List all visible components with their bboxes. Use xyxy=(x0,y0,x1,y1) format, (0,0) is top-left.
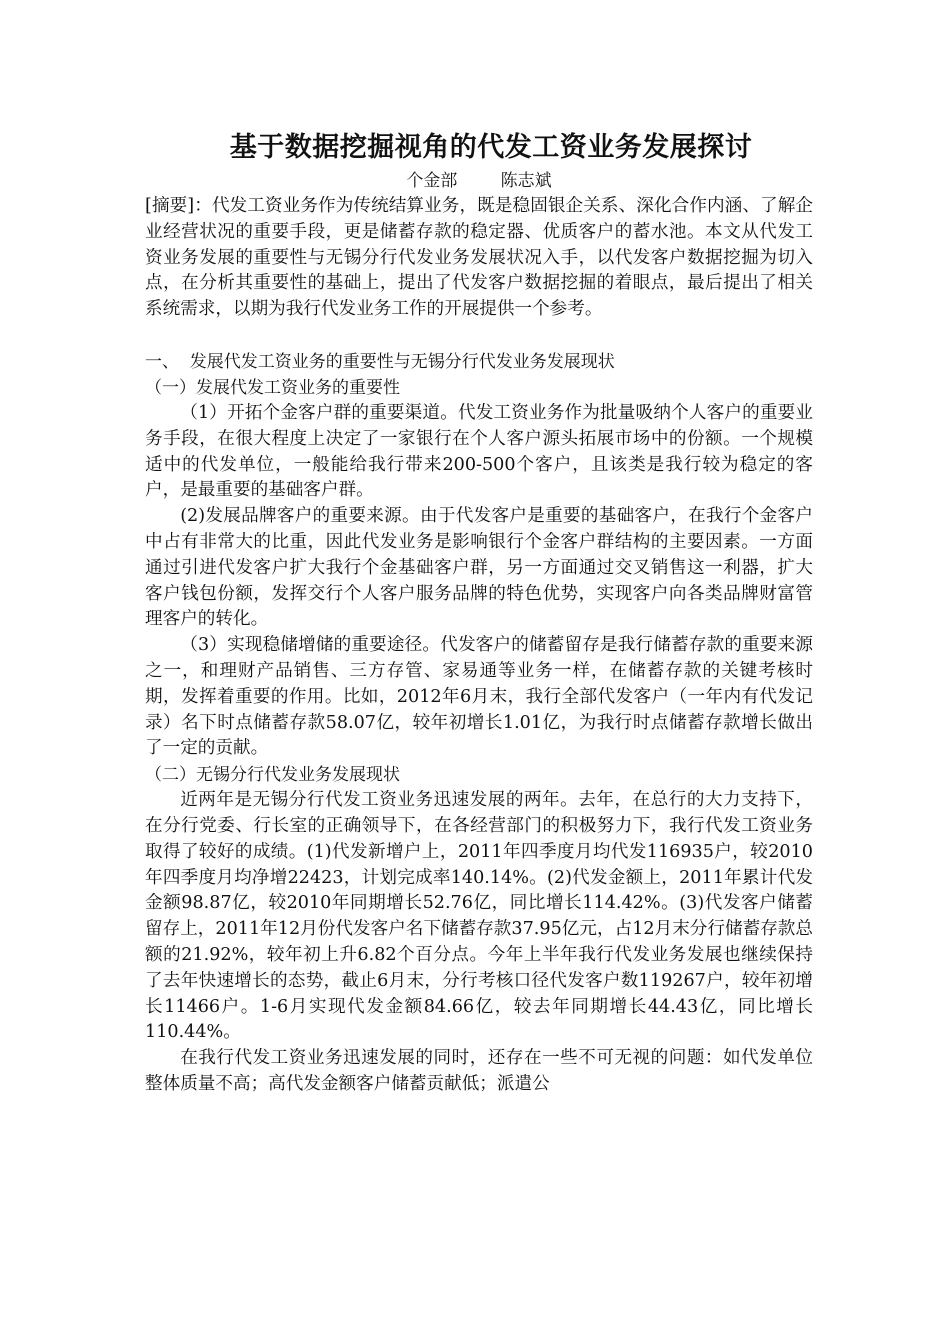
abstract-paragraph: [摘要]：代发工资业务作为传统结算业务，既是稳固银企关系、深化合作内涵、了解企业经营状况的重要手段，更是储蓄存款的稳定器、优质客户的蓄水池。本文从代发工资业务发展的重要性与无锡分行代发业务发展状况入手，以代发客户数据挖掘为切入点，在分析其重要性的基础上，提出了代发客户数据挖掘的着眼点，最后提出了相关系统需求，以期为我行代发业务工作的开展提供一个参考。 xyxy=(145,196,813,320)
section-1-heading: 一、 发展代发工资业务的重要性与无锡分行代发业务发展现状 xyxy=(145,351,615,372)
body-paragraph: （1）开拓个金客户群的重要渠道。代发工资业务作为批量吸纳个人客户的重要业务手段，在很大程度上决定了一家银行在个人客户源头拓展市场中的份额。一个规模适中的代发单位，一般能给我行带来200-500个客户，且该类是我行较为稳定的客户，是最重要的基础客户群。 xyxy=(145,402,813,501)
section-spacer xyxy=(145,323,813,349)
document-title: 基于数据挖掘视角的代发工资业务发展探讨 xyxy=(229,132,753,163)
subsection-2-heading: （二）无锡分行代发业务发展现状 xyxy=(145,765,400,786)
subsection-1-heading: （一）发展代发工资业务的重要性 xyxy=(145,377,400,398)
body-paragraph: （3）实现稳储增储的重要途径。代发客户的储蓄留存是我行储蓄存款的重要来源之一，和理财产品销售、三方存管、家易通等业务一样，在储蓄存款的关键考核时期，发挥着重要的作用。比如，2012年6月末，我行全部代发客户（一年内有代发记录）名下时点储蓄存款58.07亿，较年初增长1.01亿，为我行时点储蓄存款增长做出了一定的贡献。 xyxy=(145,635,813,759)
body-paragraph: (2)发展品牌客户的重要来源。由于代发客户是重要的基础客户，在我行个金客户中占有非常大的比重，因此代发业务是影响银行个金客户群结构的主要因素。一方面通过引进代发客户扩大我行个金基础客户群，另一方面通过交叉销售这一利器，扩大客户钱包份额，发挥交行个人客户服务品牌的特色优势，实现客户向各类品牌财富管理客户的转化。 xyxy=(145,506,813,630)
author-line: 个金部 陈志斌 xyxy=(406,171,552,191)
document-page xyxy=(145,128,813,1098)
body-paragraph: 近两年是无锡分行代发工资业务迅速发展的两年。去年，在总行的大力支持下，在分行党委、行长室的正确领导下，在各经营部门的积极努力下，我行代发工资业务取得了较好的成绩。(1)代发新增户上，2011年四季度月均代发116935户，较2010年四季度月均净增22423，计划完成率140.14%。(2)代发金额上，2011年累计代发金额98.87亿，较2010年同期增长52.76亿，同比增长114.42%。(3)代发客户储蓄留存上，2011年12月份代发客户名下储蓄存款37.95亿元，占12月末分行储蓄存款总额的21.92%，较年初上升6.82个百分点。今年上半年我行代发业务发展也继续保持了去年快速增长的态势，截止6月末，分行考核口径代发客户数119267户，较年初增长11466户。1-6月实现代发金额84.66亿，较去年同期增长44.43亿，同比增长110.44%。 xyxy=(145,790,813,1043)
body-paragraph: 在我行代发工资业务迅速发展的同时，还存在一些不可无视的问题：如代发单位整体质量不高；高代发金额客户储蓄贡献低；派遣公 xyxy=(145,1048,813,1094)
